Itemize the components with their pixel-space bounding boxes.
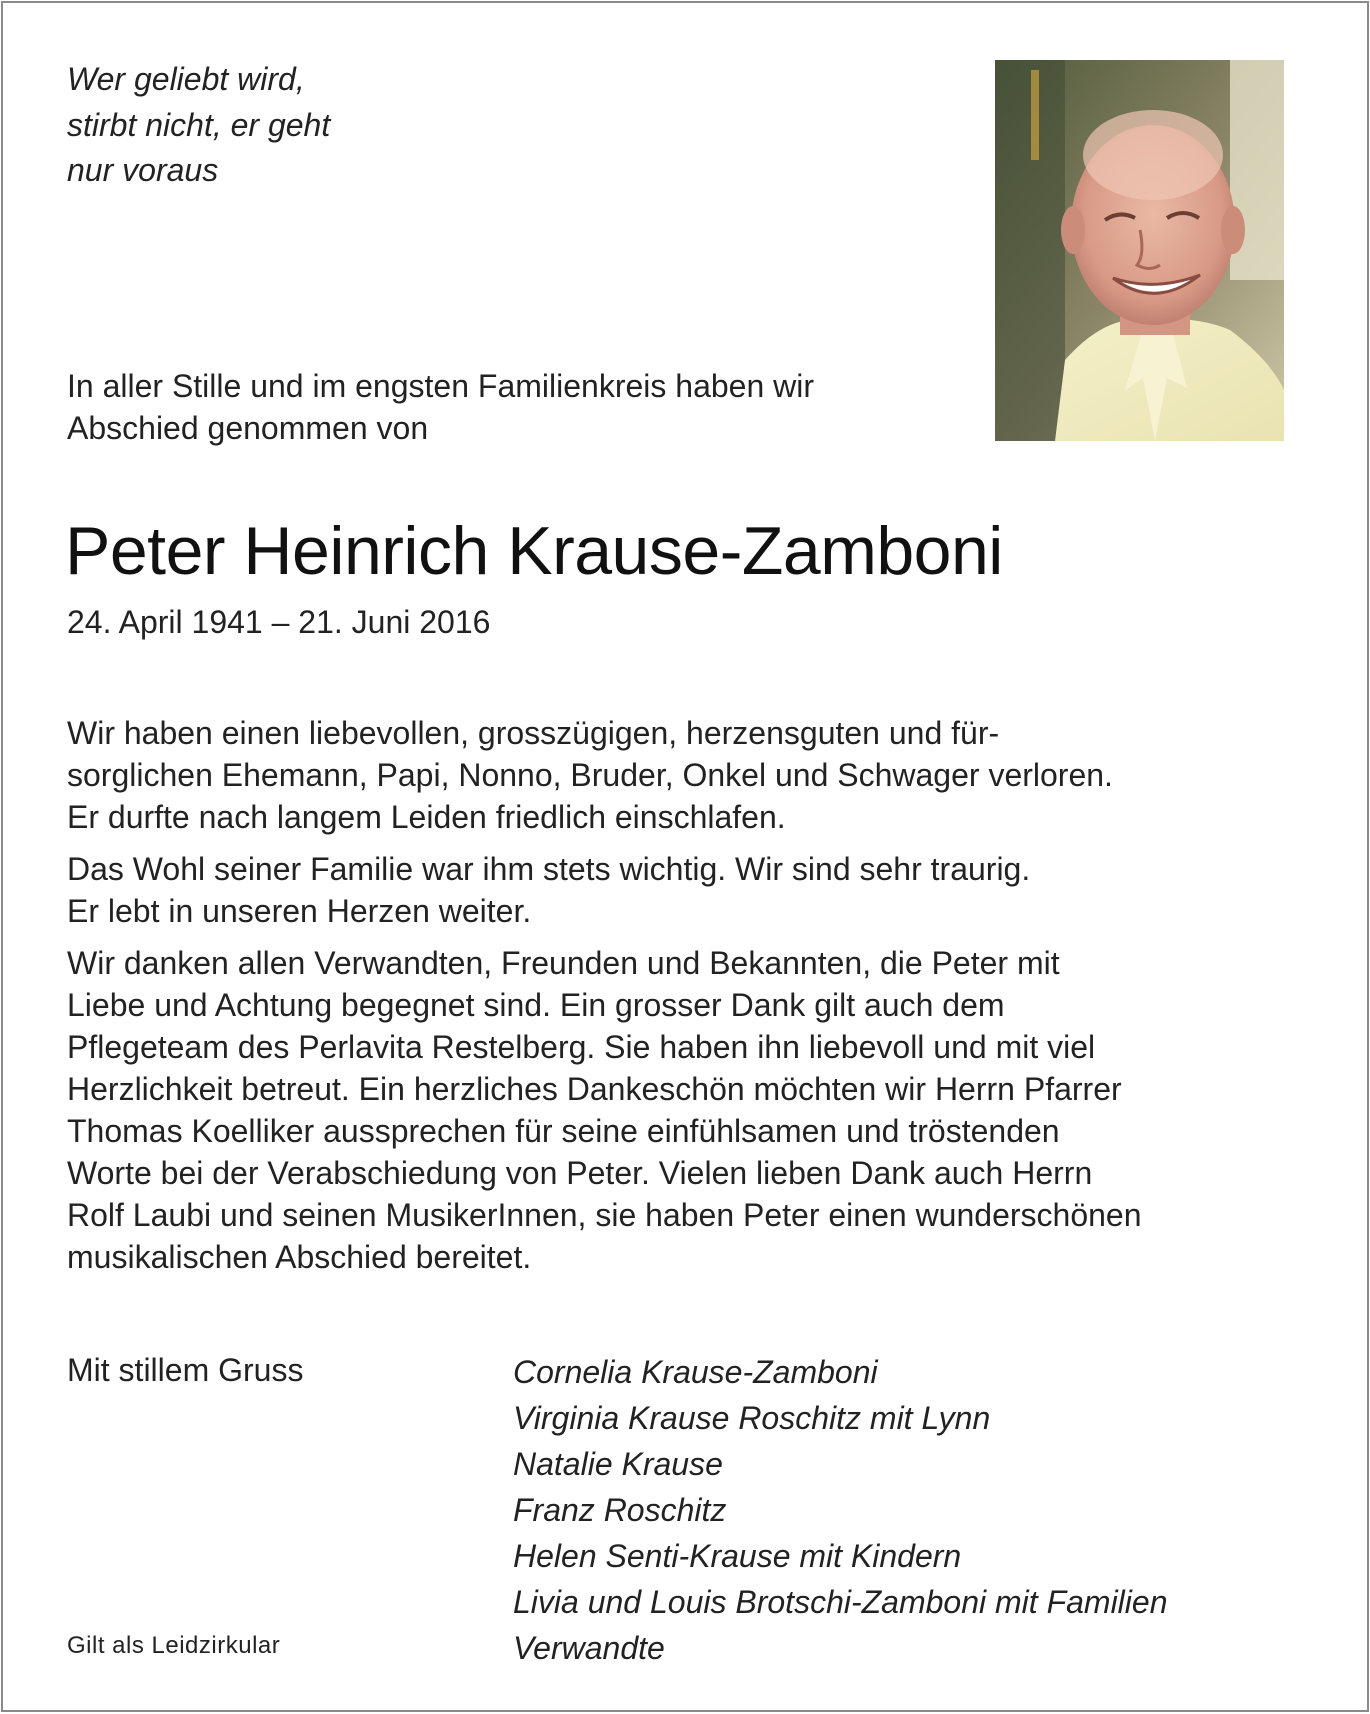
intro-text — [67, 365, 814, 449]
body-line: Worte bei der Verabschiedung von Peter. Vielen lieben Dank auch Herrn — [67, 1155, 1093, 1191]
signer-name: Cornelia Krause-Zamboni — [513, 1354, 878, 1390]
signer-name: Virginia Krause Roschitz mit Lynn — [513, 1400, 991, 1436]
motto-line: Wer geliebt wird, — [67, 61, 305, 97]
body-line: Rolf Laubi und seinen MusikerInnen, sie haben Peter einen wunderschönen — [67, 1197, 1142, 1233]
obituary-body — [67, 712, 1307, 1288]
portrait-photo — [995, 60, 1284, 441]
signer-name: Livia und Louis Brotschi-Zamboni mit Familien — [513, 1584, 1168, 1620]
body-line: sorglichen Ehemann, Papi, Nonno, Bruder, Onkel und Schwager verloren. — [67, 757, 1113, 793]
life-dates: 24. April 1941 – 21. Juni 2016 — [67, 604, 491, 640]
body-line: Pflegeteam des Perlavita Restelberg. Sie haben ihn liebevoll und mit viel — [67, 1029, 1096, 1065]
signer-name: Franz Roschitz — [513, 1492, 727, 1528]
obituary-notice — [1, 1, 1369, 1712]
signers-list — [513, 1349, 1167, 1671]
body-line: Wir danken allen Verwandten, Freunden und Bekannten, die Peter mit — [67, 945, 1060, 981]
intro-line: In aller Stille und im engsten Familienkreis haben wir — [67, 368, 815, 404]
body-line: musikalischen Abschied bereitet. — [67, 1239, 532, 1275]
signer-name: Natalie Krause — [513, 1446, 723, 1482]
body-line: Liebe und Achtung begegnet sind. Ein grosser Dank gilt auch dem — [67, 987, 1005, 1023]
portrait-image — [995, 60, 1284, 441]
body-paragraph — [67, 712, 1307, 838]
closing-greeting: Mit stillem Gruss — [67, 1352, 304, 1388]
body-line: Wir haben einen liebevollen, grosszügigen, herzensguten und für- — [67, 715, 1000, 751]
body-paragraph — [67, 848, 1307, 932]
signer-name: Verwandte — [513, 1630, 665, 1666]
motto-line: nur voraus — [67, 152, 219, 188]
intro-line: Abschied genommen von — [67, 410, 429, 446]
motto-quote — [67, 57, 330, 194]
body-line: Thomas Koelliker aussprechen für seine einfühlsamen und tröstenden — [67, 1113, 1060, 1149]
body-paragraph — [67, 942, 1307, 1278]
body-line: Das Wohl seiner Familie war ihm stets wichtig. Wir sind sehr traurig. — [67, 851, 1031, 887]
body-line: Er lebt in unseren Herzen weiter. — [67, 893, 532, 929]
body-line: Herzlichkeit betreut. Ein herzliches Dankeschön möchten wir Herrn Pfarrer — [67, 1071, 1122, 1107]
signer-name: Helen Senti-Krause mit Kindern — [513, 1538, 962, 1574]
circular-note: Gilt als Leidzirkular — [67, 1632, 281, 1659]
body-line: Er durfte nach langem Leiden friedlich einschlafen. — [67, 799, 786, 835]
motto-line: stirbt nicht, er geht — [67, 106, 331, 143]
deceased-name: Peter Heinrich Krause-Zamboni — [65, 513, 1003, 589]
